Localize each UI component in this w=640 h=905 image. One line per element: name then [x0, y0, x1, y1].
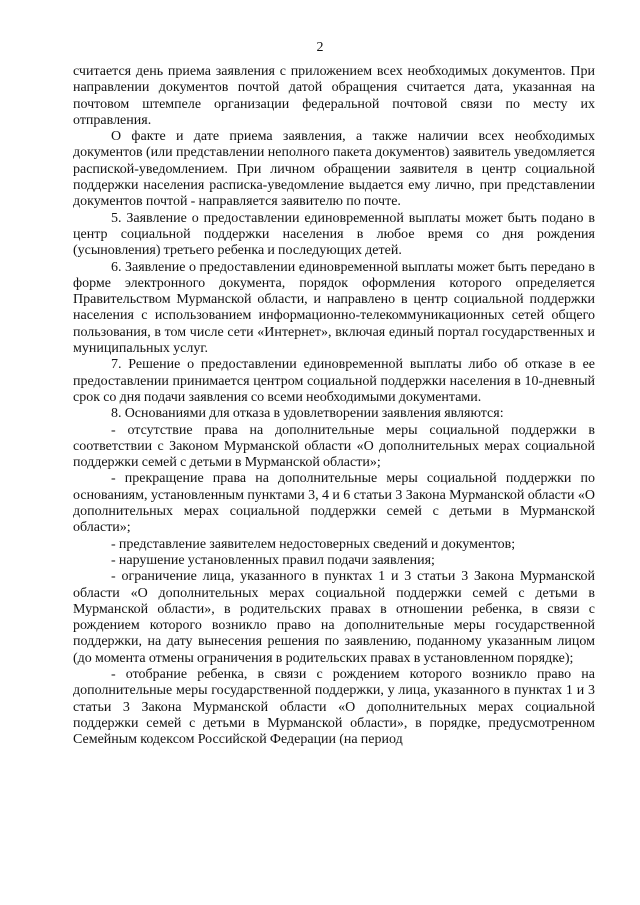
paragraph-3: 5. Заявление о предоставлении единовременной выплаты может быть подано в центр социальной поддержки населения в любое время со дня рождения (усыновления) третьего ребенка и последующих детей. [73, 210, 595, 259]
page-number: 2 [316, 40, 324, 55]
document-body [73, 64, 595, 748]
paragraph-1: считается день приема заявления с приложением всех необходимых документов. При направлении документов почтой датой обращения считается дата, указанная на почтовом штемпеле организации федеральной почтовой связи по месту их отправления. [73, 64, 595, 128]
paragraph-2: О факте и дате приема заявления, а также наличии всех необходимых документов (или представлении неполного пакета документов) заявитель уведомляется распиской-уведомлением. При личном обращении заявителя в центр социальной поддержки населения расписка-уведомление выдается ему лично, при представлении документов почтой - направляется заявителю по почте. [73, 129, 595, 210]
paragraph-5: 7. Решение о предоставлении единовременной выплаты либо об отказе в ее предоставлении принимается центром социальной поддержки населения в 10-дневный срок со дня подачи заявления со всеми необходимыми документами. [73, 357, 595, 405]
list-item-3: - представление заявителем недостоверных сведений и документов; [111, 536, 516, 552]
paragraph-6: 8. Основаниями для отказа в удовлетворении заявления являются: [111, 406, 504, 422]
list-item-5: - ограничение лица, указанного в пунктах 1 и 3 статьи 3 Закона Мурманской области «О дополнительных мерах социальной поддержки семей с детьми в Мурманской области», в родительских правах в отношении ребенка, в связи с рождением которого возникло право на дополнительные меры государственной поддержки, на дату вынесения решения по заявлению, поданному указанным лицом (до момента отмены ограничения в родительских правах в установленном порядке); [73, 569, 595, 666]
list-item-6: - отобрание ребенка, в связи с рождением которого возникло право на дополнительные меры государственной поддержки, у лица, указанного в пунктах 1 и 3 статьи 3 Закона Мурманской области «О дополнительных мерах социальной поддержки семей с детьми в Мурманской области», в порядке, предусмотренном Семейным кодексом Российской Федерации (на период [73, 666, 595, 748]
list-item-2: - прекращение права на дополнительные меры социальной поддержки по основаниям, установленным пунктами 3, 4 и 6 статьи 3 Закона Мурманской области «О дополнительных мерах социальной поддержки семей с детьми в Мурманской области»; [73, 471, 595, 536]
list-item-4: - нарушение установленных правил подачи заявления; [111, 552, 435, 568]
list-item-1: - отсутствие права на дополнительные меры социальной поддержки в соответствии с Законом Мурманской области «О дополнительных мерах социальной поддержки семей с детьми в Мурманской области»; [73, 422, 595, 471]
paragraph-4: 6. Заявление о предоставлении единовременной выплаты может быть передано в форме электронного документа, порядок оформления которого определяется Правительством Мурманской области, и направлено в центр социальной поддержки населения с использованием информационно-телекоммуникационных сетей общего пользования, в том числе сети «Интернет», включая единый портал государственных и муниципальных услуг. [73, 259, 595, 357]
